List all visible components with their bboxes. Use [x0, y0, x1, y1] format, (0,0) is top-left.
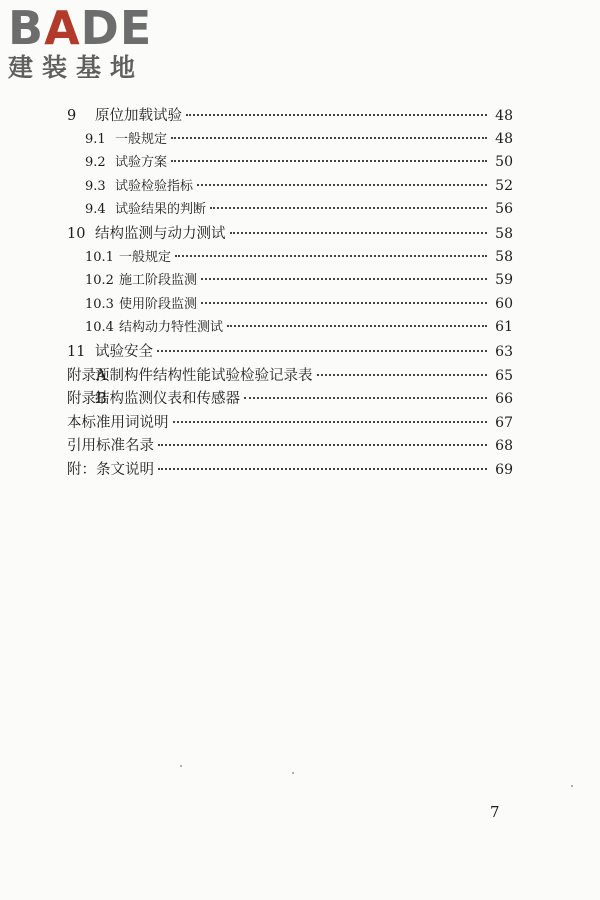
- toc-dot-leader: [201, 302, 487, 304]
- scan-speck: [180, 765, 182, 767]
- toc-dot-leader: [317, 374, 488, 376]
- toc-entry-page: 69: [495, 461, 513, 478]
- toc-entry-title: 结构监测仪表和传感器: [95, 391, 240, 408]
- toc-dot-leader: [210, 207, 487, 209]
- toc-dot-leader: [227, 325, 487, 327]
- toc-entry-title: 使用阶段监测: [119, 296, 198, 312]
- logo-wordmark: BADE: [8, 1, 153, 55]
- toc-dot-leader: [171, 160, 487, 162]
- toc-entry-number: 9.3: [85, 178, 106, 194]
- toc-dot-leader: [158, 444, 487, 446]
- toc-dot-leader: [201, 278, 487, 280]
- toc-entry-number: 10.1: [85, 249, 114, 265]
- toc-dot-leader: [157, 350, 487, 352]
- toc-entry-title: 试验检验指标: [115, 178, 194, 194]
- toc-entry-number: 附录A: [67, 367, 107, 384]
- page-number: 7: [490, 803, 500, 821]
- toc-entry-title: 引用标准名录: [67, 438, 154, 455]
- toc-entry[interactable]: [67, 175, 513, 199]
- toc-entry-title: 原位加载试验: [95, 108, 182, 124]
- toc-entry-title: 一般规定: [115, 131, 168, 147]
- toc-entry-page: 63: [495, 343, 513, 360]
- toc-entry-title: 试验结果的判断: [115, 202, 207, 218]
- toc-entry[interactable]: [67, 151, 513, 175]
- toc-entry-title: 施工阶段监测: [119, 273, 198, 289]
- toc-entry-page: 52: [495, 177, 513, 194]
- toc-entry-page: 60: [495, 295, 513, 312]
- toc-dot-leader: [171, 137, 487, 139]
- toc-dot-leader: [230, 232, 488, 234]
- toc-entry-number: 附录B: [67, 391, 107, 408]
- toc-entry-title: 本标准用词说明: [67, 414, 169, 431]
- toc-entry-title: 一般规定: [119, 249, 172, 265]
- toc-entry-number: 10.4: [85, 320, 114, 336]
- toc-entry-page: 48: [495, 108, 513, 124]
- toc-entry[interactable]: [67, 458, 513, 482]
- toc-entry[interactable]: [67, 104, 513, 128]
- toc-dot-leader: [175, 255, 487, 257]
- toc-entry-number: 9.1: [85, 131, 106, 147]
- toc-entry-number: 9.2: [85, 155, 106, 171]
- toc-dot-leader: [186, 114, 487, 116]
- toc-entry[interactable]: [67, 222, 513, 246]
- toc-dot-leader: [158, 468, 487, 470]
- toc-entry-page: 68: [495, 438, 513, 455]
- logo-subtitle: 建装基地: [8, 53, 145, 82]
- toc-entry-number: 9.4: [85, 202, 106, 218]
- toc-dot-leader: [173, 421, 488, 423]
- bade-logo: [8, 1, 178, 82]
- toc-entry-page: 61: [495, 319, 513, 336]
- toc-entry-number: 9: [67, 108, 77, 124]
- toc-entry[interactable]: [67, 434, 513, 458]
- toc-entry[interactable]: [67, 387, 513, 411]
- toc-dot-leader: [197, 184, 487, 186]
- toc-entry[interactable]: [67, 411, 513, 435]
- toc-entry-number: 10.2: [85, 273, 114, 289]
- toc-entry[interactable]: [67, 269, 513, 293]
- toc-entry[interactable]: [67, 340, 513, 364]
- toc-entry-page: 65: [495, 367, 513, 384]
- table-of-contents: [67, 104, 513, 482]
- toc-entry[interactable]: [67, 246, 513, 270]
- toc-entry[interactable]: [67, 364, 513, 388]
- toc-entry-page: 58: [495, 248, 513, 265]
- toc-entry[interactable]: [67, 316, 513, 340]
- toc-entry-title: 附：条文说明: [67, 461, 154, 478]
- toc-entry[interactable]: [67, 198, 513, 222]
- toc-entry-title: 试验安全: [95, 343, 153, 360]
- toc-entry-title: 结构动力特性测试: [119, 320, 224, 336]
- toc-entry-page: 48: [495, 130, 513, 147]
- toc-entry[interactable]: [67, 293, 513, 317]
- toc-entry-page: 59: [495, 272, 513, 289]
- toc-entry-title: 预制构件结构性能试验检验记录表: [95, 367, 313, 384]
- toc-entry-title: 结构监测与动力测试: [95, 225, 226, 242]
- scan-speck: [292, 772, 294, 774]
- toc-entry-page: 66: [495, 391, 513, 408]
- toc-entry-page: 50: [495, 154, 513, 171]
- toc-entry-title: 试验方案: [115, 155, 168, 171]
- toc-entry-page: 67: [495, 414, 513, 431]
- toc-dot-leader: [244, 397, 487, 399]
- toc-entry-number: 10.3: [85, 296, 114, 312]
- toc-entry-number: 11: [67, 343, 86, 360]
- toc-entry-page: 58: [495, 225, 513, 242]
- toc-entry-number: 10: [67, 225, 86, 242]
- toc-entry[interactable]: [67, 128, 513, 152]
- toc-entry-page: 56: [495, 201, 513, 218]
- scan-speck: [571, 785, 573, 787]
